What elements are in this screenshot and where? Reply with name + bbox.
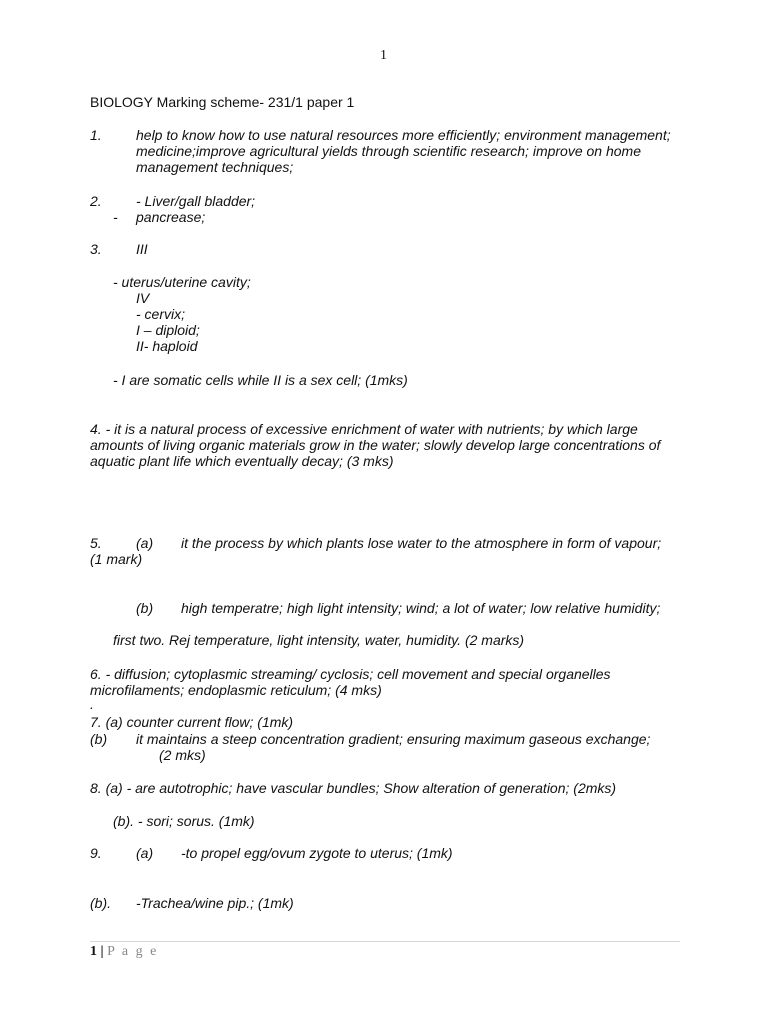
q1-number: 1.: [90, 127, 102, 143]
footer-page-label: P a g e: [107, 944, 159, 959]
q5-a-mark: (1 mark): [90, 551, 143, 567]
q7-b-text: it maintains a steep concentration gradient; ensuring maximum gaseous exchange;: [136, 731, 651, 747]
q5-a-text: it the process by which plants lose water to the atmosphere in form of vapour;: [181, 535, 662, 551]
q3-roman: III: [136, 241, 148, 257]
q9-a-label: (a): [136, 845, 154, 861]
q9-b-text: -Trachea/wine pip.; (1mk): [136, 895, 294, 911]
q5-number: 5.: [90, 535, 102, 551]
q3-line-6: - I are somatic cells while II is a sex cell; (1mks): [113, 372, 408, 388]
q6-line-1: 6. - diffusion; cytoplasmic streaming/ cyclosis; cell movement and special organelles: [90, 666, 611, 682]
q8-a: 8. (a) - are autotrophic; have vascular bundles; Show alteration of generation; (2mks): [90, 780, 617, 796]
q7-a: 7. (a) counter current flow; (1mk): [90, 714, 294, 730]
q2-answer-b: pancrease;: [136, 209, 206, 225]
q7-b-label: (b): [90, 731, 108, 747]
document-title: BIOLOGY Marking scheme- 231/1 paper 1: [90, 94, 355, 110]
q7-b-mark: (2 mks): [159, 747, 206, 763]
q4-line-2: amounts of living organic materials grow in the water; slowly develop large concentrations of: [90, 437, 661, 453]
q5-b-note: first two. Rej temperature, light intensity, water, humidity. (2 marks): [113, 632, 525, 648]
q8-b: (b). - sori; sorus. (1mk): [113, 813, 255, 829]
q2-number: 2.: [90, 193, 102, 209]
q6-line-2: microfilaments; endoplasmic reticulum; (4 mks): [90, 682, 382, 698]
q3-line-2: IV: [136, 290, 150, 306]
q2-dash: -: [113, 209, 118, 225]
q4-line-1: 4. - it is a natural process of excessive enrichment of water with nutrients; by which large: [90, 421, 638, 437]
q9-a-text: -to propel egg/ovum zygote to uterus; (1mk): [181, 845, 453, 861]
q3-line-3: - cervix;: [136, 306, 185, 322]
q4-line-3: aquatic plant life which eventually decay; (3 mks): [90, 453, 394, 469]
q2-answer-a: - Liver/gall bladder;: [136, 193, 256, 209]
q6-dot: .: [90, 696, 94, 712]
q5-a-label: (a): [136, 535, 154, 551]
q3-line-1: - uterus/uterine cavity;: [113, 274, 251, 290]
page-footer: [90, 944, 158, 960]
q3-line-4: I – diploid;: [136, 322, 200, 338]
page-number-top: 1: [380, 48, 387, 63]
q5-b-label: (b): [136, 600, 154, 616]
q3-number: 3.: [90, 241, 102, 257]
footer-divider: [90, 941, 680, 942]
q1-line-1: help to know how to use natural resources more efficiently; environment management;: [136, 127, 671, 143]
q5-b-text: high temperatre; high light intensity; wind; a lot of water; low relative humidity;: [181, 600, 661, 616]
q9-b-label: (b).: [90, 895, 111, 911]
q1-line-3: management techniques;: [136, 159, 294, 175]
q1-line-2: medicine;improve agricultural yields through scientific research; improve on home: [136, 143, 642, 159]
q3-line-5: II- haploid: [136, 338, 198, 354]
q9-number: 9.: [90, 845, 102, 861]
footer-page-number: 1 |: [90, 944, 104, 959]
